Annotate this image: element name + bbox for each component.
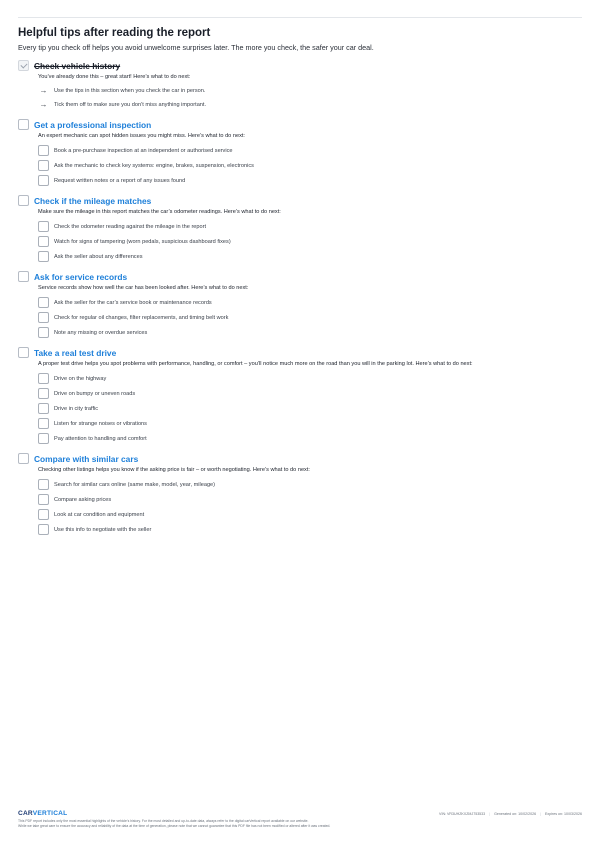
section-title: Check if the mileage matches [34, 195, 152, 206]
checklist-item [38, 492, 584, 507]
item-checkbox[interactable] [38, 509, 49, 520]
page-footer [18, 810, 582, 829]
checklist-item [38, 295, 584, 310]
checklist-item [38, 310, 584, 325]
checklist-item [38, 158, 584, 173]
tips-content [18, 26, 584, 537]
item-text: Ask the seller about any differences [54, 253, 143, 260]
item-checkbox[interactable] [38, 327, 49, 338]
checklist-item [38, 325, 584, 340]
section-checkbox[interactable] [18, 347, 29, 358]
section-checkbox[interactable] [18, 453, 29, 464]
item-text: Tick them off to make sure you don’t miss anything important. [54, 102, 207, 108]
item-checkbox[interactable] [38, 175, 49, 186]
item-checkbox[interactable] [38, 160, 49, 171]
item-checkbox[interactable] [38, 403, 49, 414]
checklist-item [38, 477, 584, 492]
section-description: Service records show how well the car has been looked after. Here’s what to do next: [38, 285, 249, 291]
section-check-vehicle-history [18, 59, 584, 112]
separator: | [489, 811, 491, 816]
item-checkbox[interactable] [38, 373, 49, 384]
report-meta [435, 812, 582, 816]
item-checkbox[interactable] [38, 479, 49, 490]
generated-date: Generated on: 10/02/2026 [494, 811, 537, 816]
section-description: An expert mechanic can spot hidden issues you might miss. Here’s what to do next: [38, 133, 245, 139]
checklist-item [38, 507, 584, 522]
checklist-item [38, 143, 584, 158]
checklist-item [38, 416, 584, 431]
arrow-right-icon: → [39, 86, 48, 95]
checklist-item [38, 401, 584, 416]
separator: | [540, 811, 542, 816]
logo-text-accent: VERTICAL [32, 810, 68, 817]
checklist-item [38, 386, 584, 401]
section-description: You’ve already done this – great start! Here’s what to do next: [38, 74, 191, 80]
item-checkbox[interactable] [38, 221, 49, 232]
item-text: Drive on the highway [54, 375, 107, 382]
item-text: Ask the mechanic to check key systems: engine, brakes, suspension, electronics [54, 162, 254, 169]
section-title: Take a real test drive [34, 347, 117, 358]
item-checkbox[interactable] [38, 524, 49, 535]
top-divider [18, 17, 582, 18]
item-text: Compare asking prices [54, 496, 112, 503]
item-checkbox[interactable] [38, 145, 49, 156]
arrow-right-icon: → [39, 100, 48, 109]
section-title: Check vehicle history [34, 60, 121, 71]
item-text: Listen for strange noises or vibrations [54, 420, 147, 427]
item-text: Check for regular oil changes, filter replacements, and timing belt work [54, 314, 229, 321]
item-text: Search for similar cars online (same make, model, year, mileage) [54, 481, 216, 488]
item-text: Use this info to negotiate with the seller [54, 526, 152, 533]
item-checkbox[interactable] [38, 312, 49, 323]
item-text: Pay attention to handling and comfort [54, 435, 147, 442]
item-text: Look at car condition and equipment [54, 511, 145, 518]
item-text: Use the tips in this section when you check the car in person. [54, 88, 206, 94]
page-title: Helpful tips after reading the report [18, 27, 211, 39]
item-checkbox[interactable] [38, 236, 49, 247]
disclaimer-line-2: While we take great care to ensure the accuracy and reliability of the data at the time of generation, please note that we cannot guarantee that this PDF file has not been modified or altered after it was created. [18, 824, 331, 828]
item-text: Book a pre-purchase inspection at an independent or authorised service [54, 147, 233, 154]
item-text: Note any missing or overdue services [54, 329, 148, 336]
item-checkbox[interactable] [38, 297, 49, 308]
section-mileage-matches [18, 194, 584, 264]
section-checkbox[interactable] [18, 271, 29, 282]
disclaimer-line-1: This PDF report includes only the most essential highlights of the vehicle's history. For the most detailed and up-to-date data, always refer to the digital carVertical report available on our website. [18, 819, 309, 823]
section-checkbox-checked[interactable] [18, 60, 29, 71]
section-description: Checking other listings helps you know if the asking price is fair – or worth negotiating. Here’s what to do next: [38, 467, 310, 473]
vin-text: VIN: VR3UHZKXZMJ753533 [439, 811, 486, 816]
item-text: Ask the seller for the car’s service book or maintenance records [54, 299, 212, 306]
item-checkbox[interactable] [38, 433, 49, 444]
checklist-item [38, 249, 584, 264]
section-checkbox[interactable] [18, 195, 29, 206]
item-checkbox[interactable] [38, 494, 49, 505]
checklist-item [38, 219, 584, 234]
item-checkbox[interactable] [38, 388, 49, 399]
section-description: Make sure the mileage in this report matches the car’s odometer readings. Here’s what to do next: [38, 209, 281, 215]
carvertical-logo [18, 810, 67, 817]
section-description: A proper test drive helps you spot problems with performance, handling, or comfort – you’ll notice much more on the road than you will in the parking lot. Here’s what to do next: [38, 361, 473, 367]
section-title: Ask for service records [34, 271, 128, 282]
section-checkbox[interactable] [18, 119, 29, 130]
logo-text: CAR [18, 810, 33, 817]
item-text: Drive on bumpy or uneven roads [54, 390, 136, 397]
section-professional-inspection [18, 118, 584, 188]
item-text: Watch for signs of tampering (worn pedals, suspicious dashboard fixes) [54, 238, 231, 245]
item-checkbox[interactable] [38, 251, 49, 262]
item-text: Request written notes or a report of any issues found [54, 177, 186, 184]
expires-date: Expires on: 10/03/2026 [545, 811, 582, 816]
section-title: Compare with similar cars [34, 453, 139, 464]
section-service-records [18, 270, 584, 340]
list-item [38, 98, 584, 112]
page-intro: Every tip you check off helps you avoid unwelcome surprises later. The more you check, the safer your car deal. [18, 43, 374, 52]
section-compare-similar-cars [18, 452, 584, 537]
checklist-item [38, 234, 584, 249]
item-checkbox[interactable] [38, 418, 49, 429]
list-item [38, 84, 584, 98]
item-text: Check the odometer reading against the mileage in the report [54, 223, 207, 230]
section-test-drive [18, 346, 584, 446]
item-text: Drive in city traffic [54, 405, 99, 412]
checklist-item [38, 371, 584, 386]
checklist-item [38, 522, 584, 537]
section-title: Get a professional inspection [34, 119, 152, 130]
checklist-item [38, 431, 584, 446]
checklist-item [38, 173, 584, 188]
